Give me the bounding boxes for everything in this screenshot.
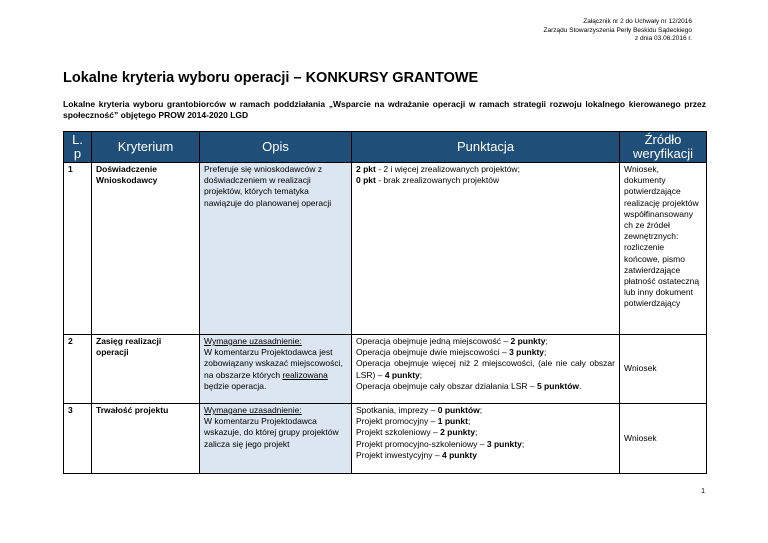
document-title: Lokalne kryteria wyboru operacji – KONKURSY GRANTOWE [63, 70, 479, 86]
cell-kryterium: Trwałość projektu [92, 404, 200, 474]
cell-kryterium: Doświadczenie Wnioskodawcy [92, 163, 200, 335]
cell-zrodlo: Wniosek [620, 404, 707, 474]
attachment-note-line: z dnia 03.06.2016 r. [634, 35, 692, 42]
attachment-note-line: Zarządu Stowarzyszenia Perły Beskidu Sądeckiego [543, 26, 692, 34]
cell-punktacja [352, 404, 620, 474]
score-line: 2 pkt - 2 i więcej zrealizowanych projektów; [356, 164, 520, 174]
score-line: Projekt inwestycyjny – 4 punkty [356, 449, 477, 460]
cell-kryterium: Zasięg realizacji operacji [92, 335, 200, 404]
header-zrodlo: Źródło weryfikacji [620, 132, 707, 163]
score-line: Projekt szkoleniowy – 2 punkty; [356, 427, 478, 438]
justification-label: Wymagane uzasadnienie: [204, 405, 302, 415]
opis-text: W komentarzu Projektodawca wskazuje, do której grupy projektów zalicza się jego projekt [204, 416, 339, 449]
table-row [64, 335, 707, 404]
cell-punktacja [352, 335, 620, 404]
cell-lp: 1 [64, 163, 92, 335]
cell-lp: 3 [64, 404, 92, 474]
cell-opis: Preferuje się wnioskodawców z doświadczeniem w realizacji projektów, których tematyka nawiązuje do planowanej operacji [200, 163, 352, 335]
page-number: 1 [701, 488, 705, 495]
justification-label: Wymagane uzasadnienie: [204, 336, 302, 346]
cell-zrodlo: Wniosek [620, 335, 707, 404]
header-kryterium: Kryterium [92, 132, 200, 163]
score-line: Projekt promocyjny – 1 punkt; [356, 416, 471, 427]
cell-opis [200, 335, 352, 404]
header-punktacja: Punktacja [352, 132, 620, 163]
document-subtitle: Lokalne kryteria wyboru grantobiorców w ramach poddziałania „Wsparcie na wdrażanie operacji w ramach strategii rozwoju lokalnego kierowanego przez społeczność” objętego PROW 2014-2020 LGD [63, 99, 706, 120]
header-lp: L. p [64, 132, 92, 163]
score-line: Projekt promocyjno-szkoleniowy – 3 punkty; [356, 438, 525, 449]
attachment-note-line: Załącznik nr 2 do Uchwały nr 12/2016 [583, 18, 692, 25]
opis-text: W komentarzu Projektodawca jest zobowiązany wskazać miejscowości, na obszarze których realizowana będzie operacja. [204, 347, 343, 391]
attachment-note [544, 18, 693, 44]
cell-punktacja [352, 163, 620, 335]
score-line: Operacja obejmuje cały obszar działania LSR – 5 punktów. [356, 380, 582, 391]
cell-lp: 2 [64, 335, 92, 404]
score-line: 0 pkt - brak zrealizowanych projektów [356, 175, 500, 186]
score-line: Spotkania, imprezy – 0 punktów; [356, 405, 483, 415]
table-row [64, 404, 707, 474]
score-line: Operacja obejmuje jedną miejscowość – 2 punkty; [356, 336, 548, 346]
cell-opis [200, 404, 352, 474]
header-opis: Opis [200, 132, 352, 163]
table-row [64, 163, 707, 335]
score-line: Operacja obejmuje więcej niż 2 miejscowości, (ale nie cały obszar LSR) – 4 punkty; [356, 358, 615, 380]
criteria-table [63, 131, 707, 474]
cell-zrodlo: Wniosek, dokumenty potwierdzające realizację projektów współfinansowany ch ze źródeł zewnętrznych: rozliczenie końcowe, pismo zatwierdzające płatność ostateczną lub inny dokument potwierdzający [620, 163, 707, 335]
score-line: Operacja obejmuje dwie miejscowości – 3 punkty; [356, 347, 547, 358]
